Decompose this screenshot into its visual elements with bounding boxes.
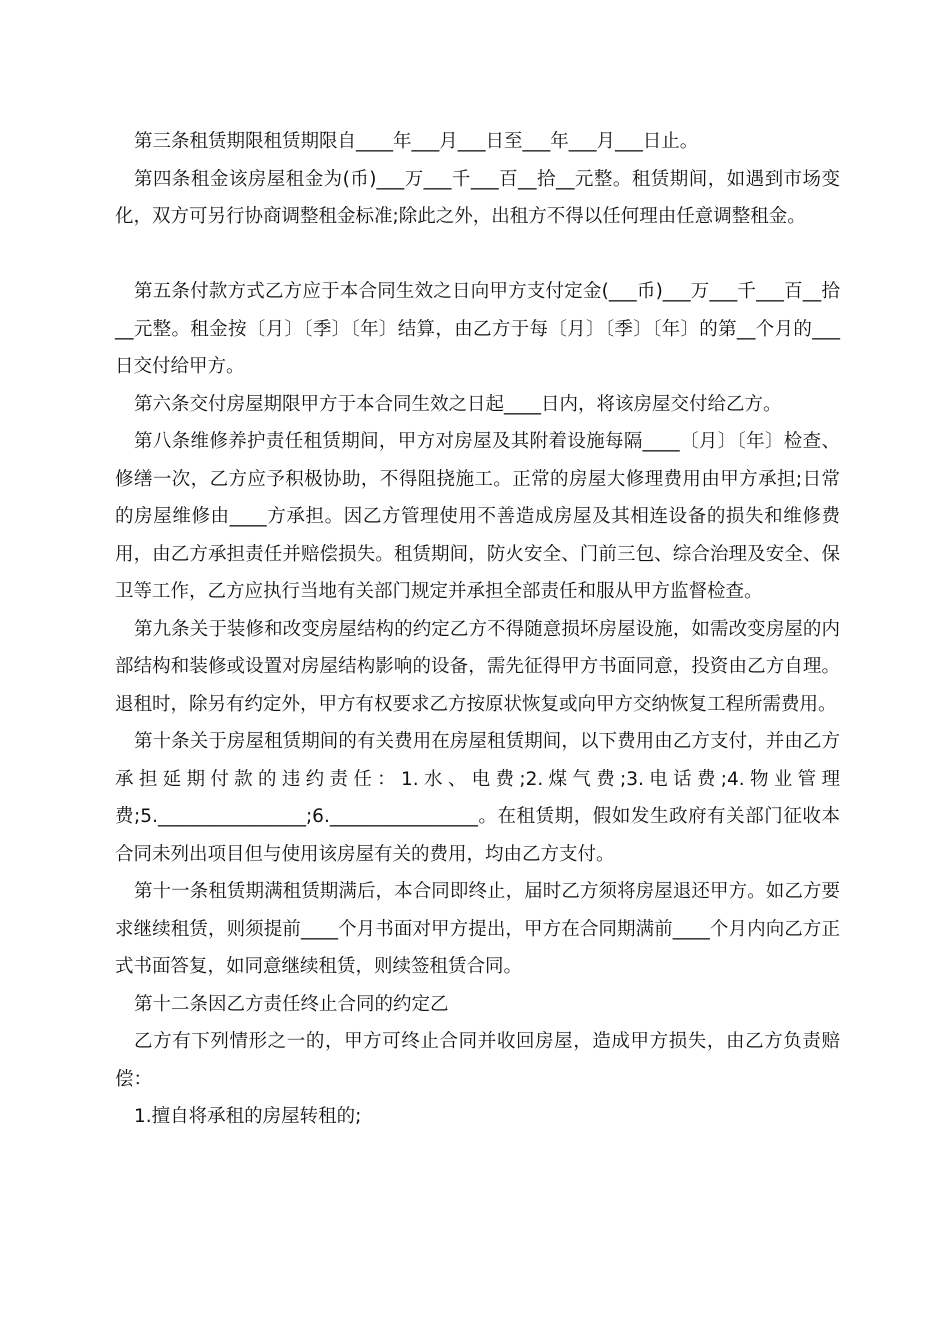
- clause-5-payment: 第五条付款方式乙方应于本合同生效之日向甲方支付定金(___币)___万___千___百__拾__元整。租金按〔月〕〔季〕〔年〕结算，由乙方于每〔月〕〔季〕〔年〕的第__个月的___日交付给甲方。: [115, 281, 840, 377]
- clause-8-maintenance: 第八条维修养护责任租赁期间，甲方对房屋及其附着设施每隔____〔月〕〔年〕检查、修缮一次，乙方应予积极协助，不得阻挠施工。正常的房屋大修理费用由甲方承担;日常的房屋维修由____方承担。因乙方管理使用不善造成房屋及其相连设备的损失和维修费用，由乙方承担责任并赔偿损失。租赁期间，防火安全、门前三包、综合治理及安全、保卫等工作，乙方应执行当地有关部门规定并承担全部责任和服从甲方监督检查。: [115, 431, 840, 602]
- clause-6-delivery: 第六条交付房屋期限甲方于本合同生效之日起____日内，将该房屋交付给乙方。: [134, 393, 782, 415]
- clause-11-expiry: 第十一条租赁期满租赁期满后，本合同即终止，届时乙方须将房屋退还甲方。如乙方要求继续租赁，则须提前____个月书面对甲方提出，甲方在合同期满前____个月内向乙方正式书面答复，如同意继续租赁，则续签租赁合同。: [115, 881, 840, 977]
- clause-12-heading: 第十二条因乙方责任终止合同的约定乙: [134, 993, 449, 1015]
- clause-9-renovation: 第九条关于装修和改变房屋结构的约定乙方不得随意损坏房屋设施，如需改变房屋的内部结构和装修或设置对房屋结构影响的设备，需先征得甲方书面同意，投资由乙方自理。退租时，除另有约定外，甲方有权要求乙方按原状恢复或向甲方交纳恢复工程所需费用。: [115, 618, 840, 715]
- clause-4-rent: 第四条租金该房屋租金为(币)___万___千___百__拾__元整。租赁期间，如遇到市场变化，双方可另行协商调整租金标准;除此之外，出租方不得以任何理由任意调整租金。: [115, 168, 840, 227]
- clause-12-item-1: 1.擅自将承租的房屋转租的;: [134, 1106, 362, 1127]
- clause-3-lease-term: 第三条租赁期限租赁期限自____年___月___日至___年___月___日止。: [134, 131, 699, 152]
- clause-10-fees: 第十条关于房屋租赁期间的有关费用在房屋租赁期间，以下费用由乙方支付，并由乙方承担延期付款的违约责任：1.水、电费;2.煤气费;3.电话费;4.物业管理费;5.________________;6.________________。在租赁期，假如发生政府有关部门征收本合同未列出项目但与使用该房屋有关的费用，均由乙方支付。: [115, 731, 840, 865]
- clause-12-body: 乙方有下列情形之一的，甲方可终止合同并收回房屋，造成甲方损失，由乙方负责赔偿：: [115, 1031, 840, 1090]
- document-body: [115, 123, 840, 1136]
